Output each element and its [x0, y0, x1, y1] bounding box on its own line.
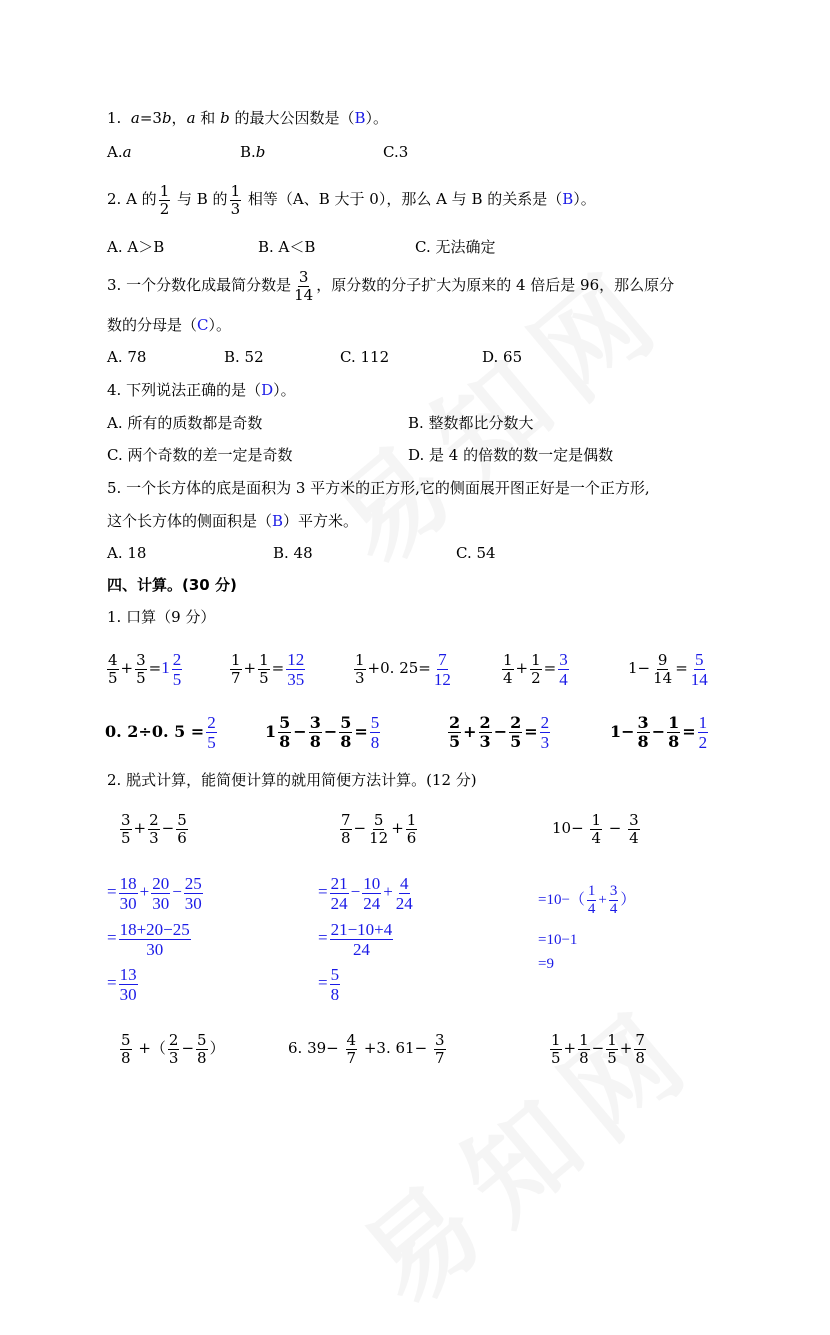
q2-option-a: A. A＞B — [107, 238, 165, 256]
q3-option-b: B. 52 — [224, 348, 264, 366]
q1-option-b: B.b — [240, 143, 266, 161]
oral-answer-1: 1 $\frac{2}{5}$ — [161, 649, 182, 689]
q3-stem: 3. 一个分数化成最简分数是 $\frac{3}{14}$ ，原分数的分子扩大为原来的 4 倍后是 96，那么原分 — [107, 267, 675, 304]
q4-option-c: C. 两个奇数的差一定是奇数 — [107, 446, 293, 464]
q5-answer: B — [272, 512, 284, 530]
q1-option-c: C.3 — [383, 143, 409, 161]
q3-option-a: A. 78 — [107, 348, 147, 366]
q2-option-c: C. 无法确定 — [415, 238, 496, 256]
oral-answer-6: $\frac{2}{5}$ — [207, 713, 216, 752]
section-title: 四、计算。(30 分) — [107, 576, 237, 594]
oral-answer-3: $\frac{7}{12}$ — [433, 649, 451, 689]
q1-option-a: A.a — [107, 143, 132, 161]
calc-2-step-2: = $\frac{21-10+4}{24}$ — [318, 919, 393, 959]
oral-answer-5: $\frac{5}{14}$ — [690, 649, 708, 689]
oral-expr-2: $\frac{1}{7}$ + $\frac{1}{5}$ = $\frac{12}{35}$ — [231, 649, 305, 689]
oral-answer-7: $\frac{5}{8}$ — [370, 713, 380, 752]
oral-answer-2: $\frac{12}{35}$ — [287, 649, 305, 689]
oral-expr-1: $\frac{4}{5}$ + $\frac{3}{5}$ =1 $\frac{2}{5}$ — [105, 648, 184, 689]
calc-1-step-3: = $\frac{13}{30}$ — [107, 964, 137, 1004]
oral-expr-4: $\frac{1}{4}$ + $\frac{1}{2}$ = $\frac{3}{4}$ — [503, 649, 568, 689]
oral-expr-3: $\frac{1}{3}$ +0. 25= $\frac{7}{12}$ — [355, 649, 451, 689]
q3-stem-line2: 数的分母是（C）。 — [107, 316, 232, 334]
calc-problem-3: 10− $\frac{1}{4}$ − $\frac{3}{4}$ — [552, 810, 639, 847]
q4-stem: 4. 下列说法正确的是（D）。 — [107, 381, 296, 399]
q5-option-a: A. 18 — [107, 544, 147, 562]
q1-stem: 1. a=3b，a 和 b 的最大公因数是（B）。 — [107, 109, 388, 127]
calc-2-step-3: = $\frac{5}{8}$ — [318, 964, 340, 1004]
q5-option-b: B. 48 — [273, 544, 313, 562]
q2-stem: 2. A 的 $\frac{1}{2}$ 与 B 的 $\frac{1}{3}$ 相等（A、B 大于 0），那么 A 与 B 的关系是（B）。 — [107, 181, 596, 218]
calc-problem-2: $\frac{7}{8}$ − $\frac{5}{12}$ + $\frac{1}{6}$ — [341, 810, 417, 847]
step-calc-heading: 2. 脱式计算，能简便计算的就用简便方法计算。(12 分) — [107, 771, 477, 789]
oral-expr-8: $\frac{2}{5}$ + $\frac{2}{3}$ − $\frac{2}{5}$ = $\frac{2}{3}$ — [449, 713, 550, 752]
calc-1-step-2: = $\frac{18+20-25}{30}$ — [107, 919, 190, 959]
calc-3-step-3: =9 — [538, 956, 554, 972]
oral-answer-4: $\frac{3}{4}$ — [559, 649, 568, 689]
q3-option-c: C. 112 — [340, 348, 390, 366]
q4-answer: D — [261, 381, 274, 399]
calc-problem-5: 6. 39− $\frac{4}{7}$ +3. 61− $\frac{3}{7}$ — [288, 1030, 445, 1067]
oral-answer-9: $\frac{1}{2}$ — [698, 713, 708, 752]
calc-3-step-1: =10−（ $\frac{1}{4}$ + $\frac{3}{4}$ ） — [538, 883, 636, 918]
q3-option-d: D. 65 — [482, 348, 523, 366]
oral-expr-6: 0. 2÷0. 5 = $\frac{2}{5}$ — [105, 713, 216, 752]
calc-1-step-1: = $\frac{18}{30}$ + $\frac{20}{30}$ − $\frac{25}{30}$ — [107, 873, 202, 913]
oral-answer-8: $\frac{2}{3}$ — [540, 713, 550, 752]
watermark-bottom — [325, 963, 725, 1335]
q2-option-b: B. A＜B — [258, 238, 316, 256]
q1-answer: B — [354, 109, 366, 127]
oral-expr-5: 1− $\frac{9}{14}$ = $\frac{5}{14}$ — [628, 649, 708, 689]
q2-answer: B — [562, 190, 574, 208]
oral-expr-9: 1− $\frac{3}{8}$ − $\frac{1}{8}$ = $\frac{1}{2}$ — [610, 713, 708, 752]
calc-problem-6: $\frac{1}{5}$ + $\frac{1}{8}$ − $\frac{1}{5}$ + $\frac{7}{8}$ — [551, 1030, 645, 1067]
q5-stem: 5. 一个长方体的底是面积为 3 平方米的正方形,它的侧面展开图正好是一个正方形, — [107, 479, 650, 497]
q4-option-b: B. 整数都比分数大 — [408, 414, 534, 432]
calc-2-step-1: = $\frac{21}{24}$ − $\frac{10}{24}$ + $\frac{4}{24}$ — [318, 873, 413, 913]
calc-problem-4: $\frac{5}{8}$ +（ $\frac{2}{3}$ − $\frac{5}{8}$ ） — [121, 1030, 225, 1067]
q4-option-d: D. 是 4 的倍数的数一定是偶数 — [408, 446, 614, 464]
calc-3-step-2: =10−1 — [538, 932, 578, 948]
q4-option-a: A. 所有的质数都是奇数 — [107, 414, 263, 432]
q3-answer: C — [197, 316, 209, 334]
q5-option-c: C. 54 — [456, 544, 496, 562]
oral-expr-7: 1 $\frac{5}{8}$ − $\frac{3}{8}$ − $\frac{5}{8}$ = $\frac{5}{8}$ — [265, 713, 380, 752]
calc-problem-1: $\frac{3}{5}$ + $\frac{2}{3}$ − $\frac{5}{6}$ — [121, 810, 187, 847]
oral-calc-heading: 1. 口算（9 分） — [107, 608, 216, 626]
q5-stem-line2: 这个长方体的侧面积是（B）平方米。 — [107, 512, 359, 530]
